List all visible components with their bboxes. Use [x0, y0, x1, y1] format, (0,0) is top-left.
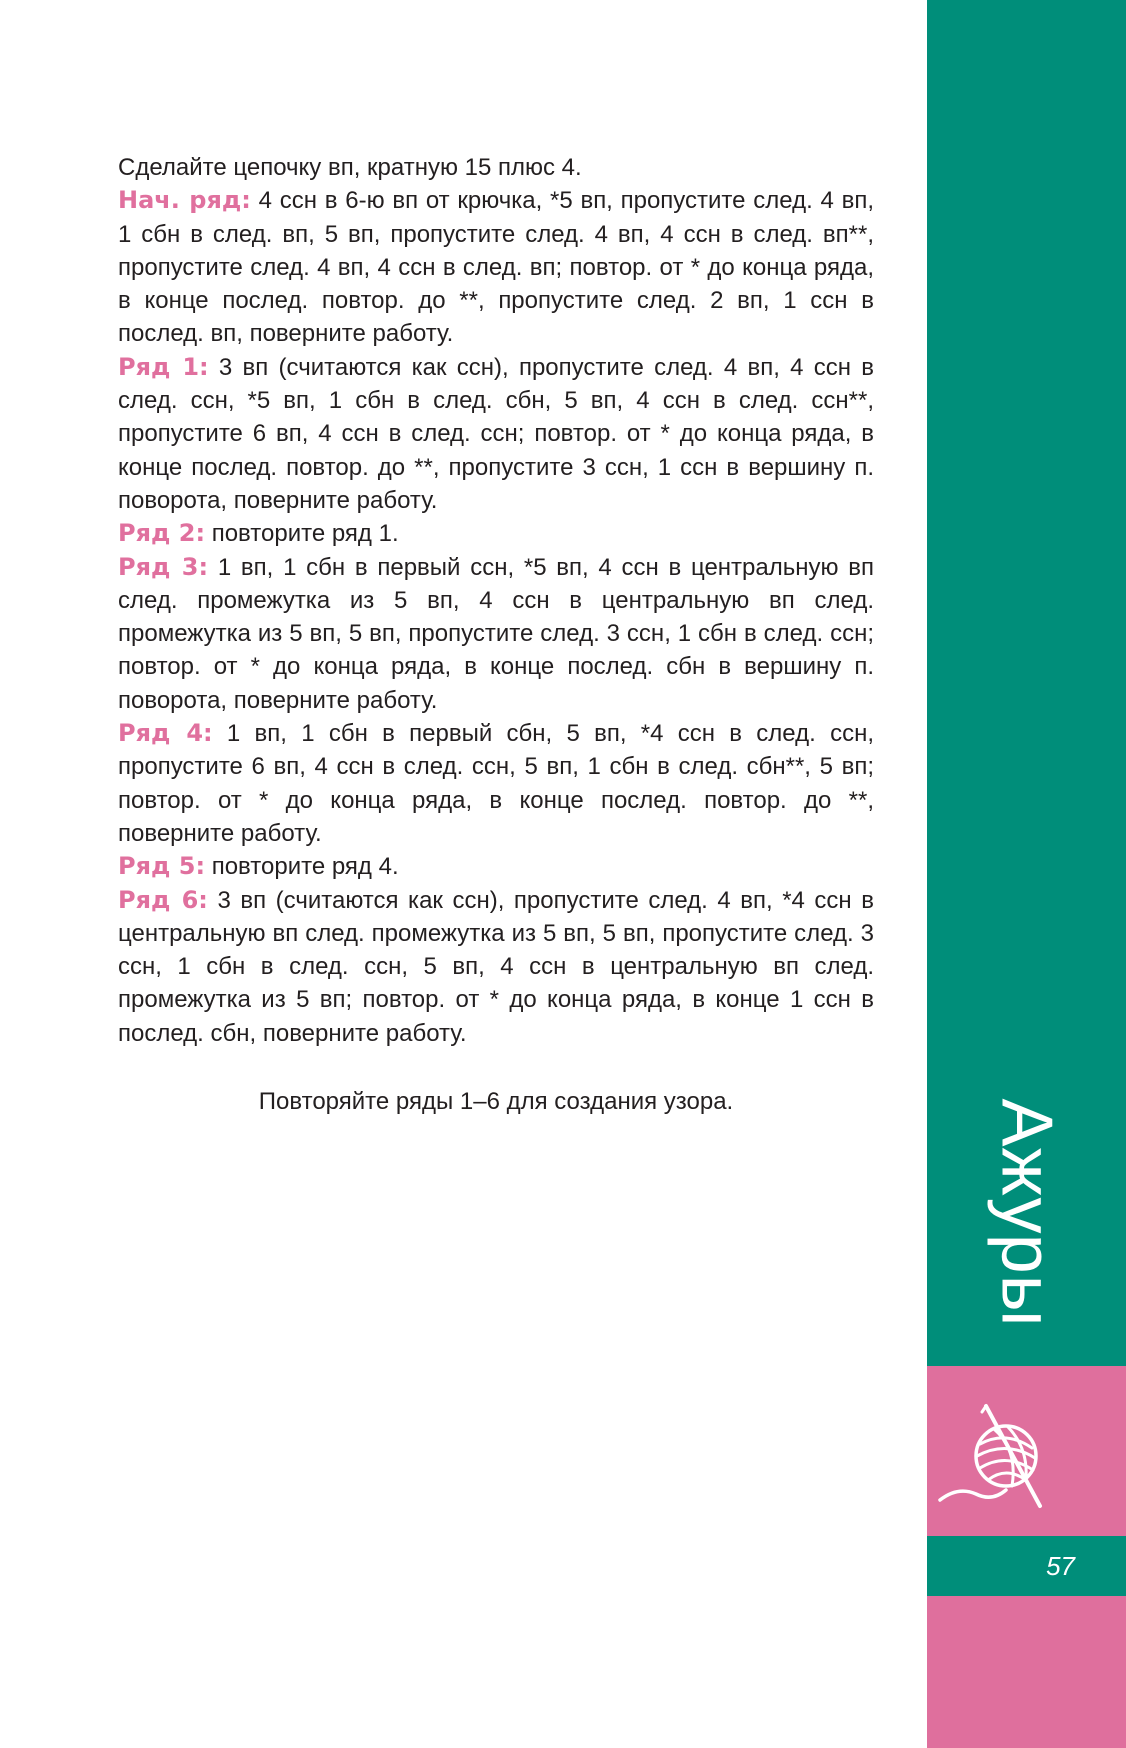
- row-2-text: повторите ряд 1.: [205, 520, 399, 548]
- sidebar-pink-bottom: [927, 1596, 1126, 1748]
- row-5-text: повторите ряд 4.: [205, 853, 399, 881]
- row-6: [118, 884, 874, 1050]
- row-6-label: Ряд 6:: [118, 885, 208, 914]
- row-3: [118, 551, 874, 717]
- instructions-body: [118, 151, 874, 1050]
- row-2: [118, 517, 874, 550]
- row-1-label: Ряд 1:: [118, 352, 209, 381]
- row-3-text: 1 вп, 1 сбн в первый ссн, *5 вп, 4 ссн в центральную вп след. промежутка из 5 вп, 4 ссн в центральную вп след. промежутка из 5 вп, 5 вп, пропустите след. 3 ссн, 1 сбн в след. ссн; повтор. от * до конца ряда, в конце послед. сбн в вершину п. поворота, поверните работу.: [118, 553, 874, 714]
- page-number: 57: [1046, 1551, 1075, 1581]
- row-5: [118, 850, 874, 883]
- row-start: [118, 184, 874, 350]
- row-4: [118, 717, 874, 850]
- row-3-label: Ряд 3:: [118, 552, 209, 581]
- row-2-label: Ряд 2:: [118, 519, 206, 548]
- row-1-text: 3 вп (считаются как ссн), пропустите след. 4 вп, 4 ссн в след. ссн, *5 вп, 1 сбн в след. сбн, 5 вп, 4 ссн в след. ссн**, пропустите 6 вп, 4 ссн в след. ссн; повтор. от * до конца ряда, в конце послед. повтор. до **, пропустите 3 ссн, 1 ссн в вершину п. поворота, поверните работу.: [118, 353, 874, 514]
- yarn-ball-icon: [936, 1400, 1056, 1520]
- row-4-text: 1 вп, 1 сбн в первый сбн, 5 вп, *4 ссн в след. ссн, пропустите 6 вп, 4 ссн в след. ссн, 5 вп, 1 сбн в след. сбн**, 5 вп; повтор. от * до конца ряда, в конце послед. повтор. до **, поверните работу.: [118, 720, 874, 847]
- row-5-label: Ряд 5:: [118, 852, 206, 881]
- closing-note: Повторяйте ряды 1–6 для создания узора.: [258, 1088, 734, 1115]
- section-title-text: Ажуры: [986, 1098, 1067, 1328]
- row-start-label: Нач. ряд:: [118, 186, 251, 215]
- intro-text: Сделайте цепочку вп, кратную 15 плюс 4.: [118, 154, 582, 181]
- section-title: [927, 1093, 1126, 1333]
- row-start-text: 4 ссн в 6-ю вп от крючка, *5 вп, пропустите след. 4 вп, 1 сбн в след. вп, 5 вп, пропустите след. 4 вп, 4 ссн в след. вп**, пропустите след. 4 вп, 4 ссн в след. вп; повтор. от * до конца ряда, в конце послед. повтор. до **, пропустите след. 2 вп, 1 ссн в послед. вп, поверните работу.: [118, 187, 874, 348]
- row-6-text: 3 вп (считаются как ссн), пропустите след. 4 вп, *4 ссн в центральную вп след. промежутка из 5 вп, 5 вп, пропустите след. 3 ссн, 1 сбн в след. ссн, 5 вп, 4 ссн в центральную вп след. промежутка из 5 вп; повтор. от * до конца ряда, в конце 1 ссн в послед. сбн, поверните работу.: [118, 886, 874, 1047]
- row-1: [118, 351, 874, 517]
- row-4-label: Ряд 4:: [118, 719, 213, 748]
